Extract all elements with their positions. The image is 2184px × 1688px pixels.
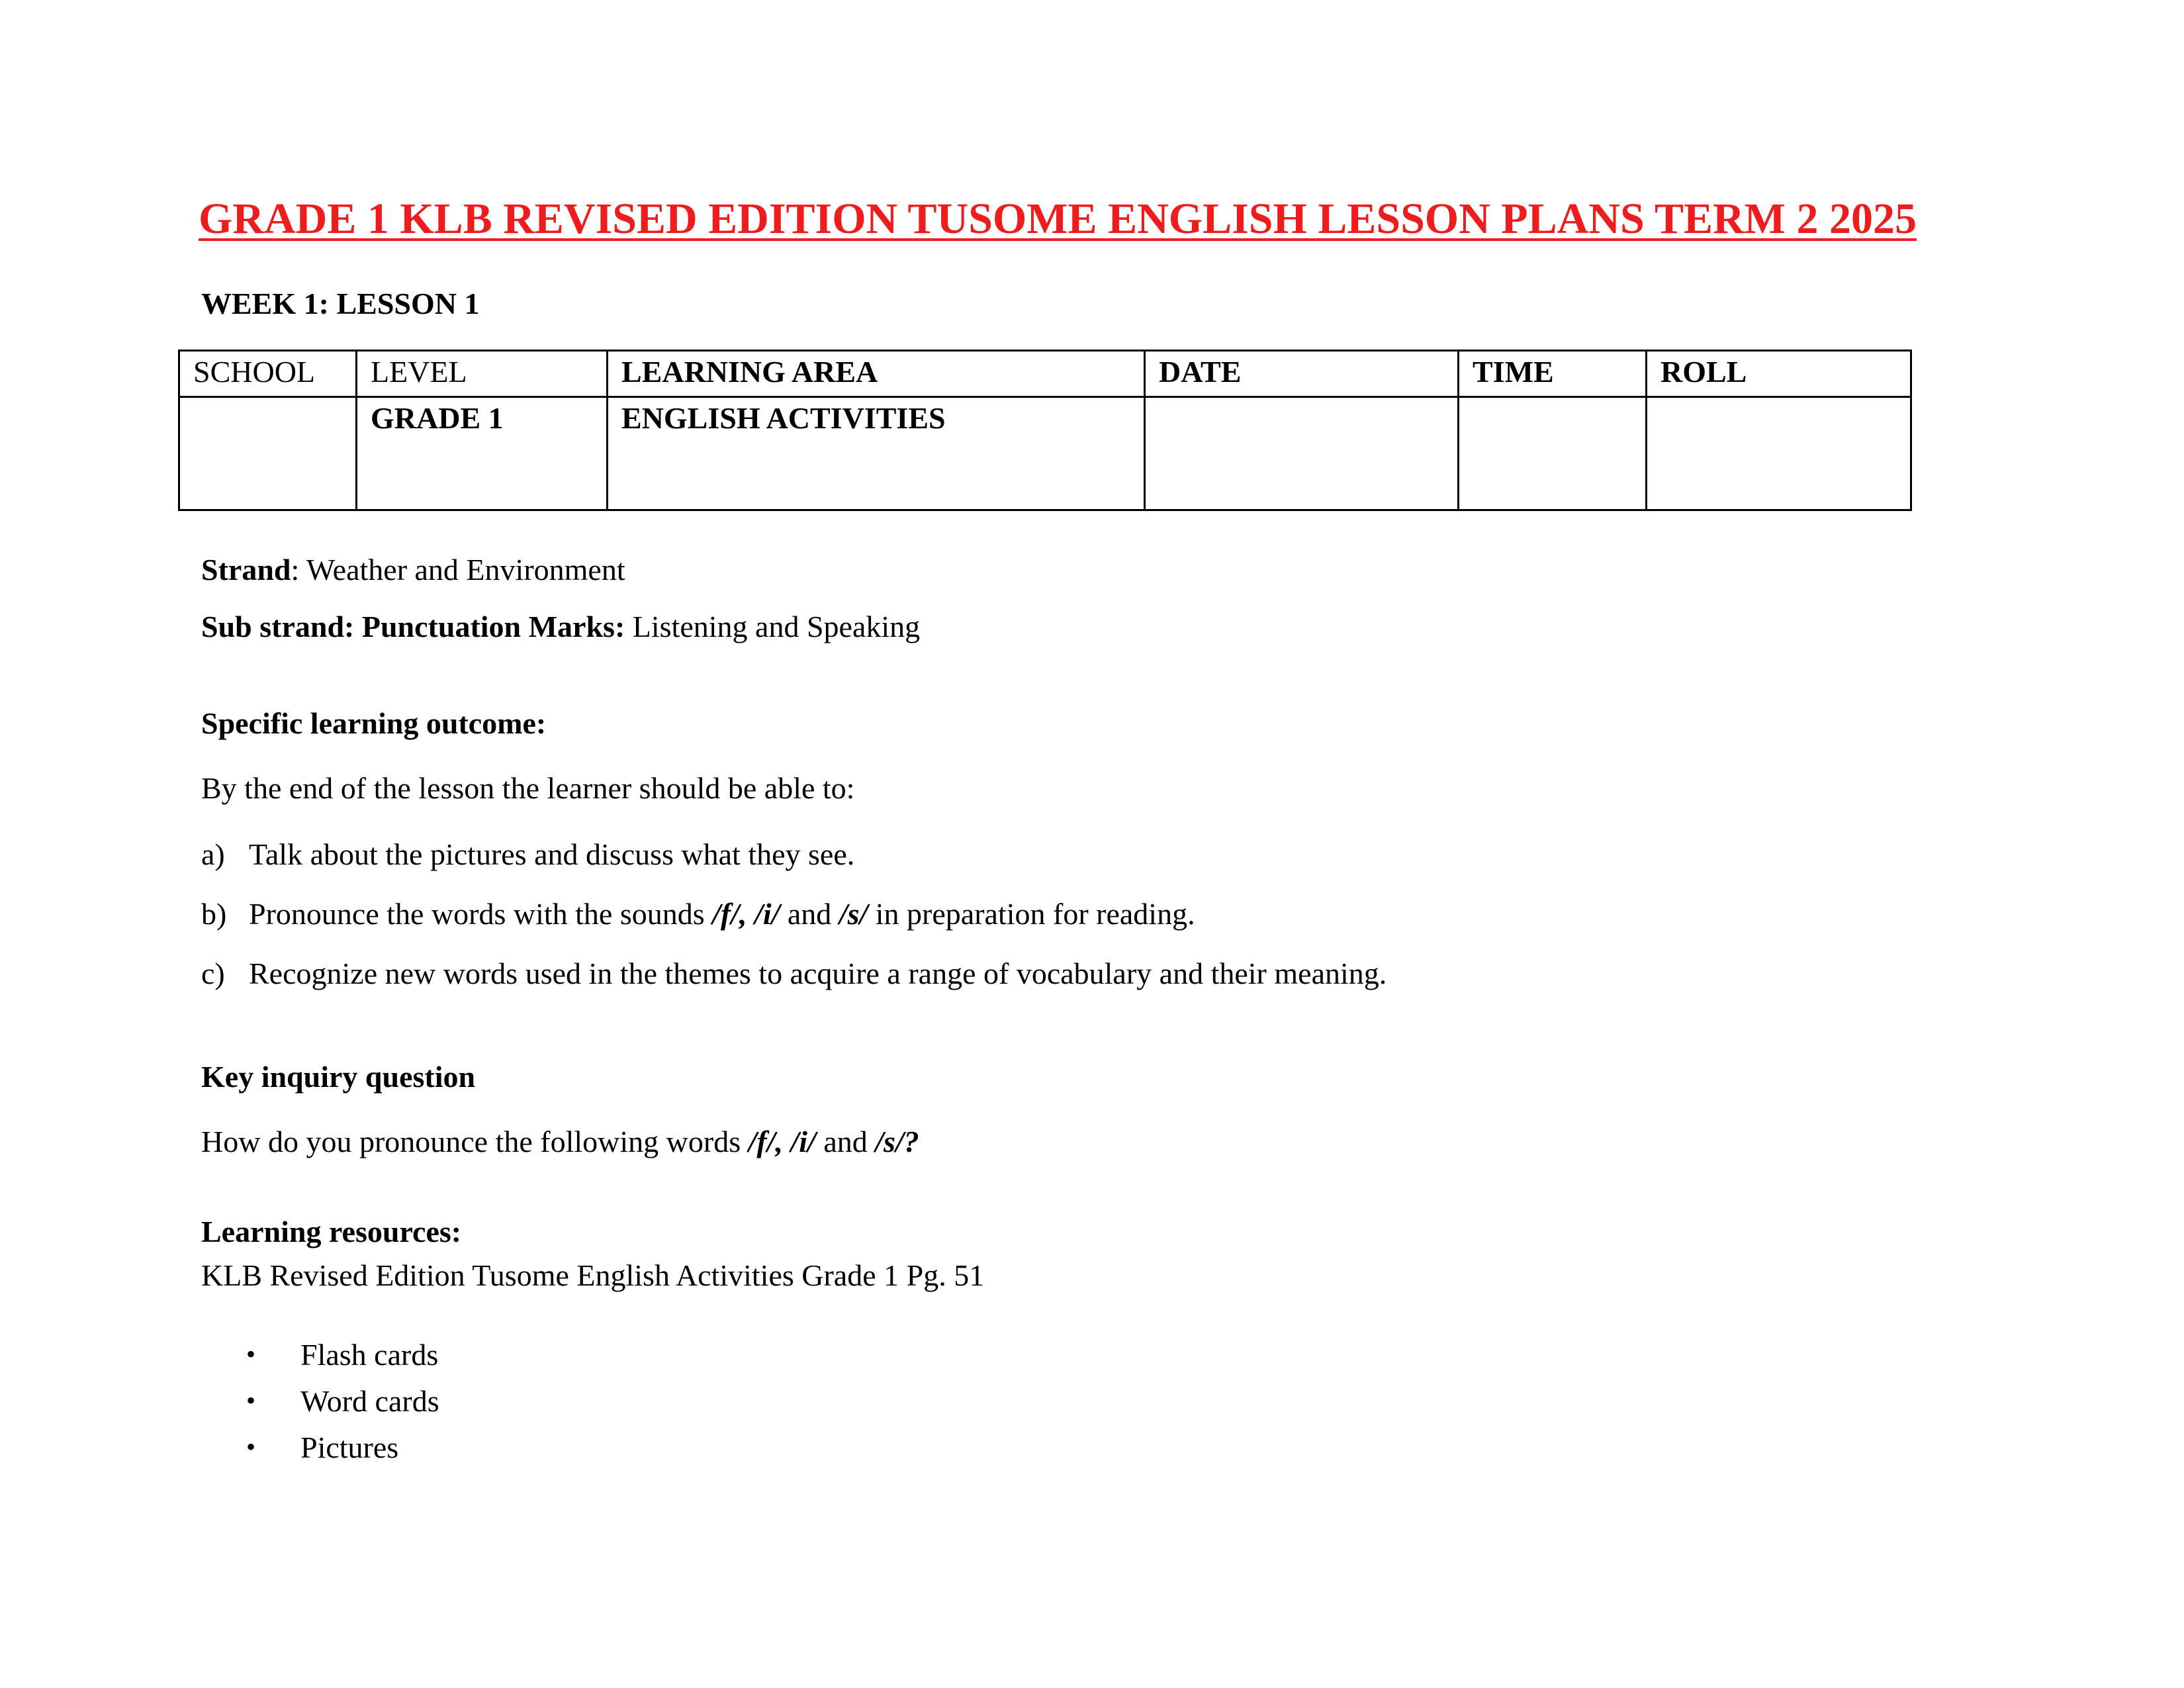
resources-book: KLB Revised Edition Tusome English Activities Grade 1 Pg. 51 (201, 1258, 985, 1292)
inquiry-text: and (815, 1125, 876, 1158)
outcome-intro: By the end of the lesson the learner should be able to: (201, 771, 855, 805)
cell-level: GRADE 1 (357, 397, 608, 510)
outcome-item-b (201, 899, 1195, 929)
header-school: SCHOOL (179, 351, 357, 397)
sub-strand-label: Sub strand: Punctuation Marks: (201, 610, 625, 643)
cell-date (1145, 397, 1459, 510)
lesson-info-table (178, 350, 1912, 511)
sound-symbol: /s/? (875, 1125, 919, 1158)
sound-symbols: /f/, /i/ (748, 1125, 816, 1158)
header-time: TIME (1459, 351, 1647, 397)
resource-item: Flash cards (300, 1338, 439, 1372)
outcome-heading: Specific learning outcome: (201, 706, 547, 740)
outcome-text: Recognize new words used in the themes to acquire a range of vocabulary and their meaning. (249, 957, 1387, 990)
outcome-text: Pronounce the words with the sounds (249, 897, 713, 931)
strand-line (201, 555, 625, 585)
bullet-icon: • (246, 1432, 256, 1462)
strand-value: : Weather and Environment (291, 553, 625, 586)
outcome-item-c (201, 959, 1387, 989)
cell-school (179, 397, 357, 510)
bullet-icon: • (246, 1339, 256, 1369)
cell-time (1459, 397, 1647, 510)
resource-item: Pictures (300, 1430, 399, 1464)
outcome-marker: c) (201, 957, 225, 990)
cell-roll (1647, 397, 1911, 510)
header-level: LEVEL (357, 351, 608, 397)
strand-label: Strand (201, 553, 291, 586)
inquiry-heading: Key inquiry question (201, 1060, 476, 1094)
resources-heading: Learning resources: (201, 1215, 462, 1248)
sub-strand-value: Listening and Speaking (625, 610, 921, 643)
week-lesson-label: WEEK 1: LESSON 1 (201, 287, 480, 320)
cell-learning-area: ENGLISH ACTIVITIES (608, 397, 1145, 510)
outcome-marker: b) (201, 897, 227, 931)
bullet-icon: • (246, 1385, 256, 1415)
inquiry-text: How do you pronounce the following words (201, 1125, 749, 1158)
resource-item: Word cards (300, 1384, 439, 1418)
header-roll: ROLL (1647, 351, 1911, 397)
outcome-text: in preparation for reading. (868, 897, 1195, 931)
header-date: DATE (1145, 351, 1459, 397)
document-title: GRADE 1 KLB REVISED EDITION TUSOME ENGLISH LESSON PLANS TERM 2 2025 (199, 195, 1917, 243)
outcome-text: Talk about the pictures and discuss what they see. (249, 837, 855, 871)
sound-symbols: /f/, /i/ (712, 897, 780, 931)
outcome-item-a (201, 839, 854, 870)
inquiry-question (201, 1127, 919, 1157)
sound-symbol: /s/ (839, 897, 868, 931)
table-header-row (179, 351, 1911, 397)
sub-strand-line (201, 612, 920, 642)
header-learning-area: LEARNING AREA (608, 351, 1145, 397)
table-row (179, 397, 1911, 510)
outcome-marker: a) (201, 837, 225, 871)
outcome-text: and (780, 897, 839, 931)
